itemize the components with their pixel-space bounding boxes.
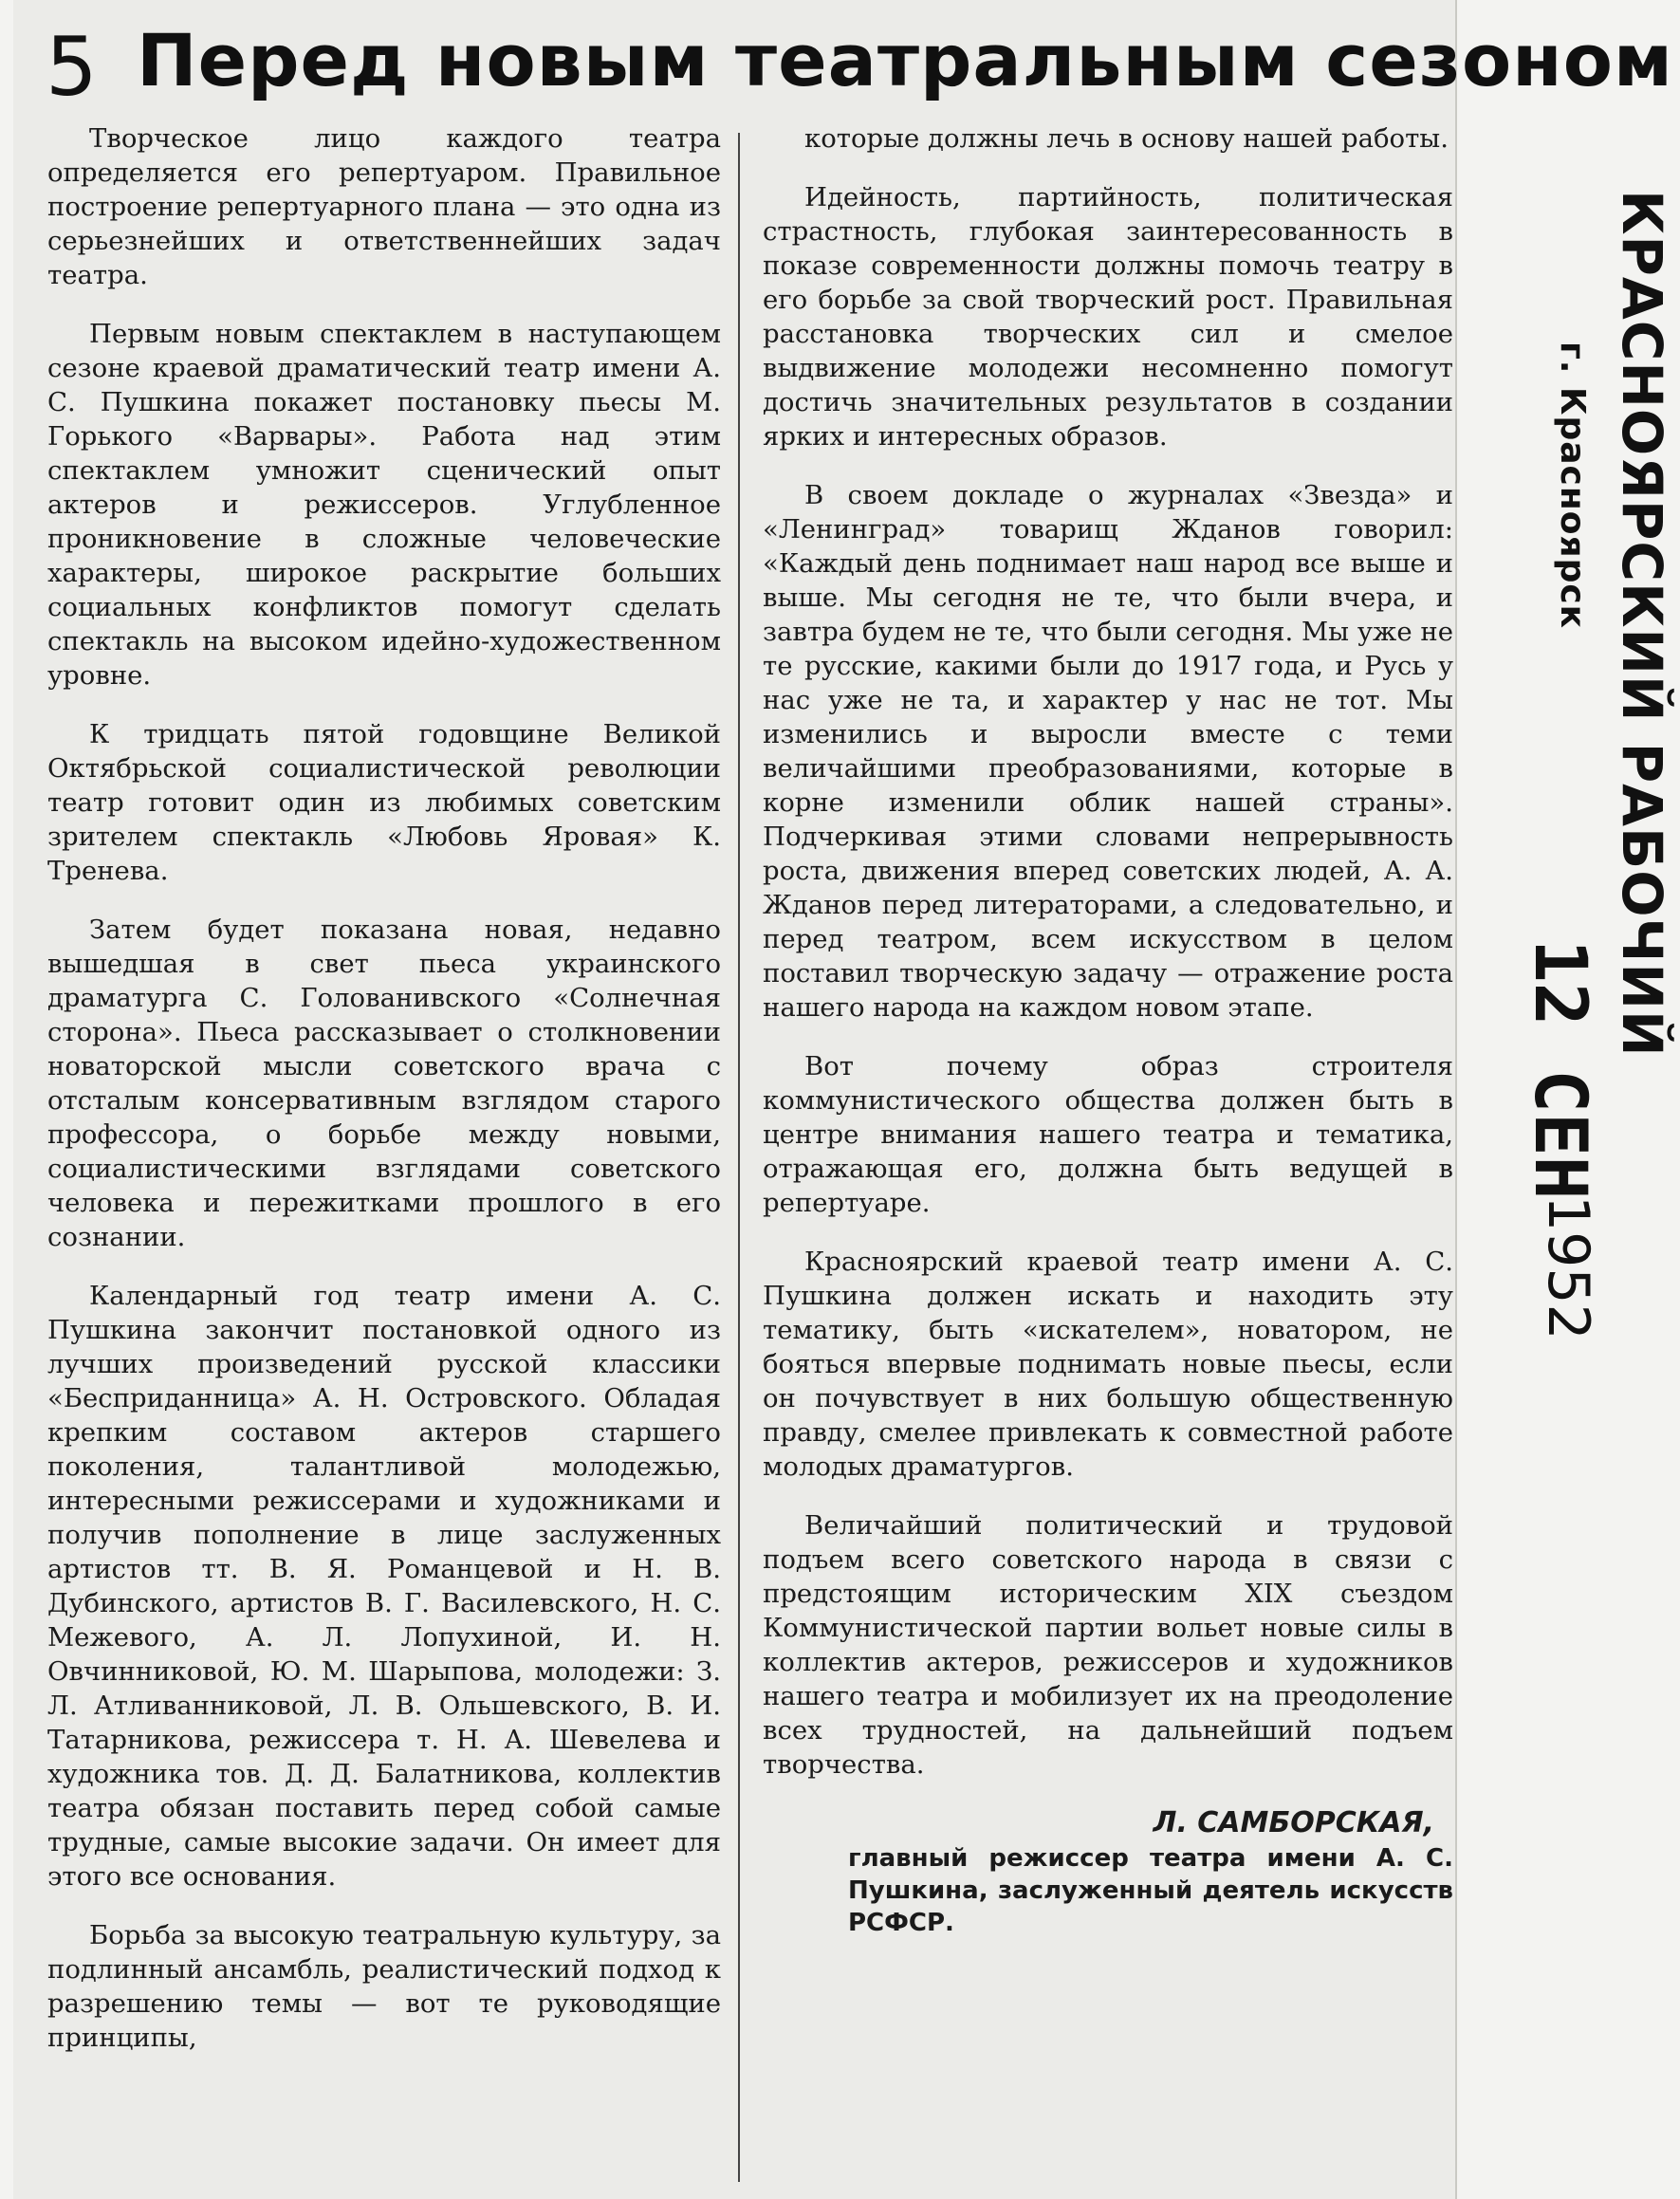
paragraph: Борьба за высокую театральную культуру, за подлинный ансамбль, реалистический подход к разрешению темы — вот те руководящие принципы,	[47, 1920, 721, 2053]
column-divider	[738, 133, 740, 2182]
stamp-date: 12 СЕН	[1519, 939, 1603, 1200]
paragraph: Величайший политический и трудовой подъем всего советского народа в связи с предстоящим историческим XIX съездом Коммунистической партии вольет новые силы в коллектив актеров, режиссеров и художников нашего театра и мобилизует их на преодоление всех трудностей, на дальнейший подъем творчества.	[763, 1510, 1453, 1780]
right-column	[763, 121, 1453, 1939]
paragraph: Красноярский краевой театр имени А. С. Пушкина должен искать и находить эту тематику, быть «искателем», новатором, не бояться впервые поднимать новые пьесы, если он почувствует в них большую общественную правду, смелее привлекать к совместной работе молодых драматургов.	[763, 1247, 1453, 1482]
paragraph: которые должны лечь в основу нашей работы.	[804, 123, 1449, 154]
stamp-newspaper-name: КРАСНОЯРСКИЙ РАБОЧИЙ	[1610, 190, 1674, 1058]
author-signature	[763, 1806, 1453, 1939]
margin-number: 5	[46, 20, 98, 115]
paragraph: Затем будет показана новая, недавно вышедшая в свет пьеса украинского драматурга С. Голованивского «Солнечная сторона». Пьеса рассказывает о столкновении новаторской мысли советского врача с отсталым консервативным взглядом старого профессора, о борьбе между новыми, социалистическими взглядами советского человека и пережитками прошлого в его сознании.	[47, 915, 721, 1252]
stamp-city: г. Красноярск	[1553, 342, 1592, 630]
paragraph: Идейность, партийность, политическая страстность, глубокая заинтересованность в показе современности должны помочь театру в его борьбе за свой творческий рост. Правильная расстановка творческих сил и смелое выдвижение молодежи несомненно помогут достичь значительных результатов в создании ярких и интересных образов.	[763, 182, 1453, 452]
author-title: главный режиссер театра имени А. С. Пушкина, заслуженный деятель искусств РСФСР.	[848, 1844, 1453, 1937]
article-headline: Перед новым театральным сезоном	[137, 18, 1674, 102]
stamp-year: 1952	[1535, 1195, 1601, 1340]
left-column	[47, 121, 721, 2079]
paragraph: Календарный год театр имени А. С. Пушкина закончит постановкой одного из лучших произведений русской классики «Бесприданница» А. Н. Островского. Обладая крепким составом актеров старшего поколения, талантливой молодежью, интересными режиссерами и художниками и получив пополнение в лице заслуженных артистов тт. В. Я. Романцевой и Н. В. Дубинского, артистов В. Г. Василевского, Н. С. Межевого, А. Л. Лопухиной, И. Н. Овчинниковой, Ю. М. Шарыпова, молодежи: З. Л. Атливанниковой, Л. В. Ольшевского, В. И. Татарникова, режиссера т. Н. А. Шевелева и художника тов. Д. Д. Балатникова, коллектив театра обязан поставить перед собой самые трудные, самые высокие задачи. Он имеет для этого все основания.	[47, 1281, 721, 1892]
newspaper-stamp	[1461, 133, 1679, 2078]
paragraph: Первым новым спектаклем в наступающем сезоне краевой драматический театр имени А. С. Пушкина покажет постановку пьесы М. Горького «Варвары». Работа над этим спектаклем умножит сценический опыт актеров и режиссеров. Углубленное проникновение в сложные человеческие характеры, широкое раскрытие больших социальных конфликтов помогут сделать спектакль на высоком идейно-художественном уровне.	[47, 319, 721, 691]
author-name: Л. САМБОРСКАЯ,	[1153, 1806, 1434, 1839]
paragraph: Творческое лицо каждого театра определяется его репертуаром. Правильное построение репертуарного плана — это одна из серьезнейших и ответственнейших задач театра.	[47, 123, 721, 290]
paragraph: К тридцать пятой годовщине Великой Октябрьской социалистической революции театр готовит один из любимых советским зрителем спектакль «Любовь Яровая» К. Тренева.	[47, 719, 721, 886]
paragraph: В своем докладе о журналах «Звезда» и «Ленинград» товарищ Жданов говорил: «Каждый день поднимает наш народ все выше и выше. Мы сегодня не те, что были вчера, и завтра будем не те, что были сегодня. Мы уже не те русские, какими были до 1917 года, и Русь у нас уже не та, и характер у нас не тот. Мы изменились и выросли вместе с теми величайшими преобразованиями, которые в корне изменили облик нашей страны». Подчеркивая этими словами непрерывность роста, движения вперед советских людей, А. А. Жданов перед литераторами, а следовательно, и перед театром, всем искусством в целом поставил творческую задачу — отражение роста нашего народа на каждом новом этапе.	[763, 480, 1453, 1023]
paragraph: Вот почему образ строителя коммунистического общества должен быть в центре внимания нашего театра и тематика, отражающая его, должна быть ведущей в репертуаре.	[763, 1051, 1453, 1218]
